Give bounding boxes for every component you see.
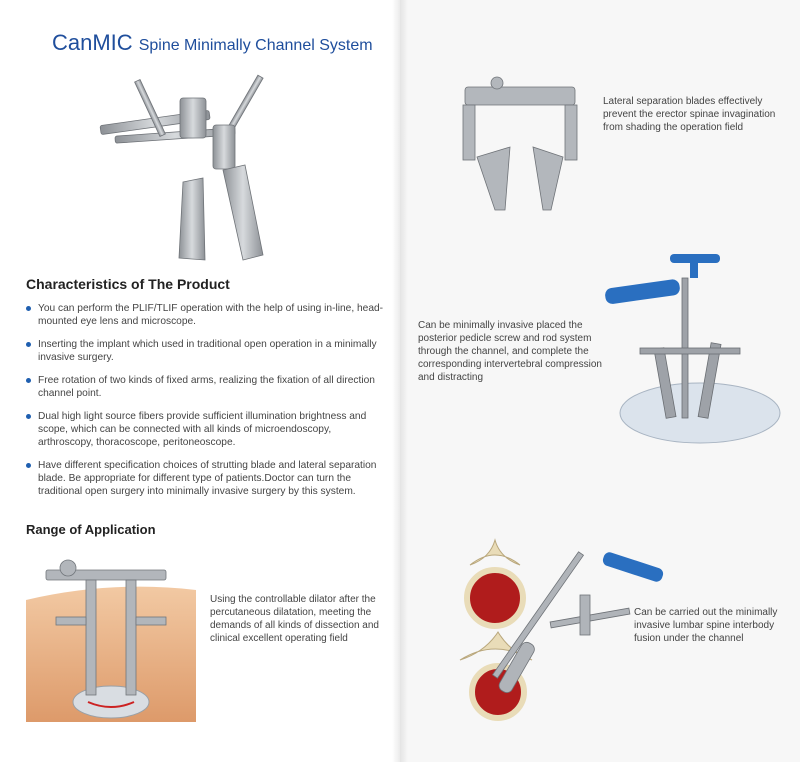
characteristics-heading: Characteristics of The Product [26,276,230,292]
bullet-icon [26,378,31,383]
pedicle-caption: Can be minimally invasive placed the posterior pedicle screw and rod system through the channel, and complete the corresponding intervertebral compression and distracting [418,320,602,383]
lateral-blades-illustration [455,75,585,215]
dilator-caption: Using the controllable dilator after the percutaneous dilatation, meeting the demands of all kinds of dissection and clinical excellent operating field [210,594,379,644]
blades-caption: Lateral separation blades effectively prevent the erector spinae invagination from shading the operation field [603,96,776,133]
page-fold [392,0,408,762]
brand-name: CanMIC [52,30,133,55]
title-subtitle: Spine Minimally Channel System [138,37,373,54]
bullet-icon [26,414,31,419]
list-item: Dual high light source fibers provide sufficient illumination brightness and scope, which can be connected with all kinds of microendoscopy, arthroscopy, thoracoscope, peritoneoscope. [26,410,386,449]
page-title [52,30,373,56]
application-heading: Range of Application [26,522,156,537]
fusion-caption: Can be carried out the minimally invasive lumbar spine interbody fusion under the channel [634,607,778,644]
bullet-icon [26,306,31,311]
list-item: Have different specification choices of strutting blade and lateral separation blade. Be appropriate for different type of patients.Doctor can turn the traditional open surgery into minimally invasive surgery by this system. [26,459,386,498]
list-item: Free rotation of two kinds of fixed arms, realizing the fixation of all direction channel point. [26,374,386,400]
list-item: Inserting the implant which used in traditional open operation in a minimally invasive surgery. [26,338,386,364]
bullet-icon [26,342,31,347]
pedicle-screw-illustration [600,248,780,448]
bullet-icon [26,463,31,468]
channel-system-illustration [95,70,295,265]
characteristics-list [26,302,386,508]
list-item: You can perform the PLIF/TLIF operation with the help of using in-line, head-mounted eye lens and microscope. [26,302,386,328]
dilator-illustration [26,552,196,722]
